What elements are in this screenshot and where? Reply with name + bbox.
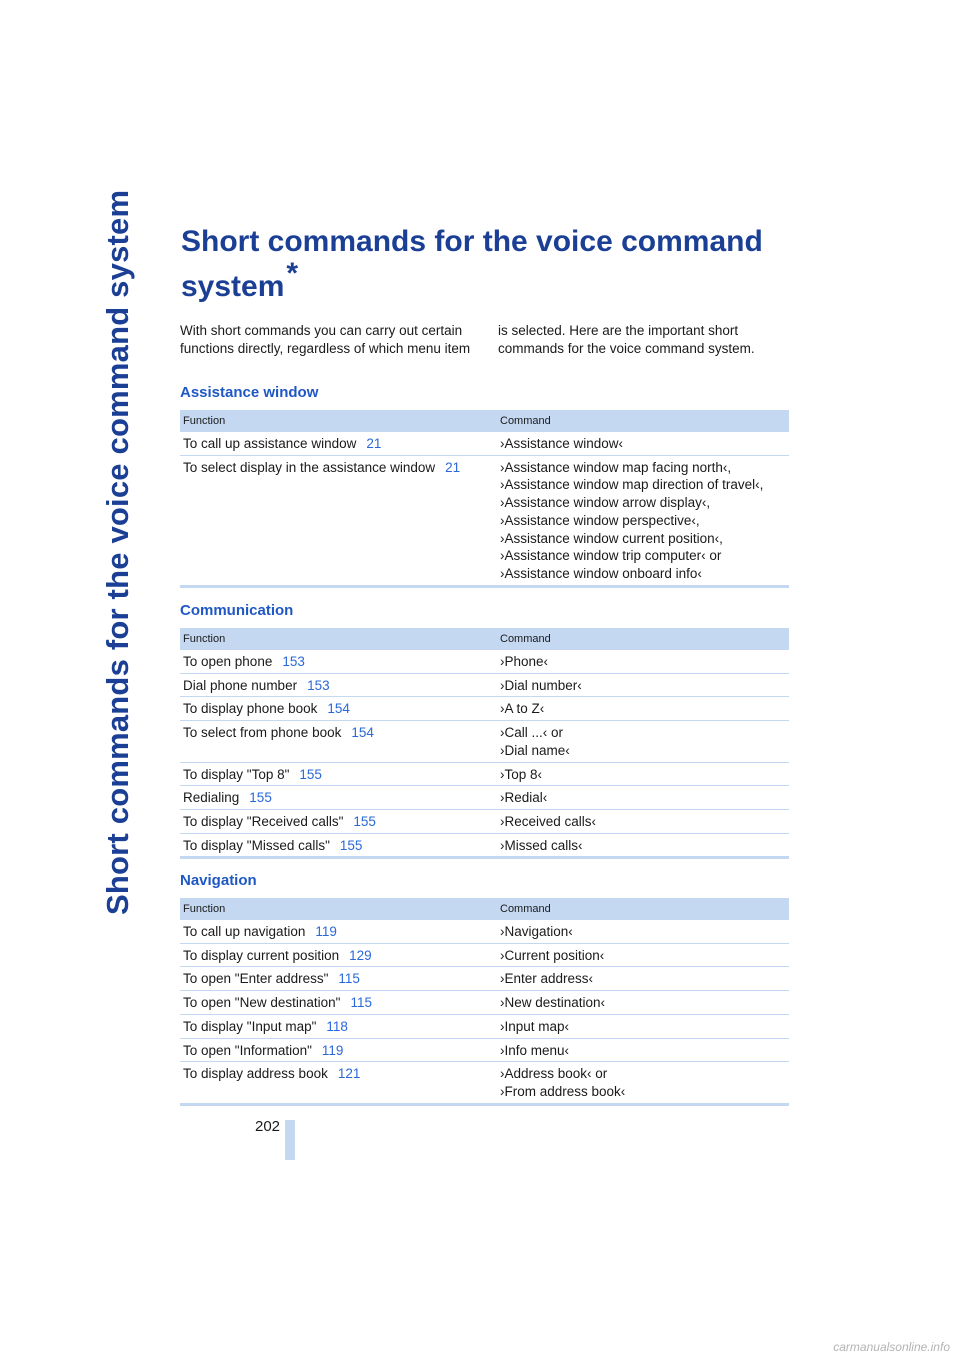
function-cell	[180, 943, 497, 967]
page-title: Short commands for the voice command system*	[181, 225, 763, 303]
function-cell	[180, 673, 497, 697]
command-cell	[497, 786, 789, 810]
function-text: To select display in the assistance window	[183, 459, 436, 475]
column-header-function: Function	[180, 898, 497, 920]
table-row	[180, 721, 789, 762]
command-cell	[497, 809, 789, 833]
page-reference-link[interactable]: 155	[353, 813, 376, 829]
command-cell	[497, 991, 789, 1015]
column-header-function: Function	[180, 628, 497, 650]
table-row	[180, 762, 789, 786]
page-reference-link[interactable]: 153	[282, 654, 305, 669]
voice-command: ›Current position‹	[500, 947, 605, 963]
function-cell	[180, 833, 497, 858]
table-row	[180, 1038, 789, 1062]
voice-command: ›Info menu‹	[500, 1042, 570, 1058]
voice-command: ›From address book‹	[500, 1083, 626, 1099]
function-cell	[180, 697, 497, 721]
command-cell	[497, 455, 789, 586]
page-reference-link[interactable]: 118	[326, 1018, 348, 1034]
voice-command: ›Received calls‹	[500, 813, 597, 829]
voice-command: ›Top 8‹	[500, 766, 543, 782]
section-heading: Communication	[180, 602, 294, 619]
column-header-command: Command	[497, 410, 789, 432]
page-reference-link[interactable]: 115	[350, 995, 372, 1011]
table-row	[180, 1062, 789, 1104]
function-cell	[180, 1038, 497, 1062]
page-reference-link[interactable]: 115	[338, 971, 360, 987]
voice-command: ›Assistance window onboard info‹	[500, 565, 702, 581]
voice-command: ›Missed calls‹	[500, 837, 583, 853]
voice-command: ›Assistance window arrow display‹,	[500, 495, 711, 511]
voice-command: ›Phone‹	[500, 654, 549, 669]
function-cell	[180, 1014, 497, 1038]
voice-command: ›Assistance window current position‹,	[500, 530, 723, 546]
command-cell	[497, 697, 789, 721]
function-text: To open "New destination"	[183, 995, 341, 1011]
table-row	[180, 432, 789, 455]
function-text: Dial phone number	[183, 677, 298, 693]
function-text: To open "Enter address"	[183, 971, 329, 987]
section-heading: Navigation	[180, 872, 257, 889]
optional-equipment-star: *	[286, 257, 299, 290]
function-text: To display "Input map"	[183, 1018, 317, 1034]
command-cell	[497, 943, 789, 967]
page-reference-link[interactable]: 155	[249, 790, 272, 806]
command-cell	[497, 920, 789, 943]
function-text: To open "Information"	[183, 1042, 312, 1058]
function-cell	[180, 455, 497, 586]
voice-command: ›Call ...‹ or	[500, 725, 564, 741]
section-assistance-window	[180, 384, 789, 588]
table-row	[180, 786, 789, 810]
page-reference-link[interactable]: 21	[445, 459, 461, 475]
function-cell	[180, 920, 497, 943]
intro-paragraph: With short commands you can carry out certain functions directly, regardless of which menu item is selected. Here are the important short commands for the voice command system.	[180, 323, 755, 356]
command-cell	[497, 721, 789, 762]
table-row	[180, 833, 789, 858]
command-cell	[497, 1062, 789, 1104]
voice-command: ›Address book‹ or	[500, 1066, 608, 1082]
table-header-row	[180, 628, 789, 650]
command-cell	[497, 967, 789, 991]
voice-command: ›A to Z‹	[500, 701, 545, 717]
page-number: 202	[255, 1118, 281, 1135]
voice-command: ›Input map‹	[500, 1018, 570, 1034]
table-row	[180, 991, 789, 1015]
page-reference-link[interactable]: 155	[339, 837, 363, 853]
page-reference-link[interactable]: 21	[366, 436, 382, 451]
voice-command: ›Assistance window perspective‹,	[500, 512, 700, 528]
command-cell	[497, 432, 789, 455]
table-row	[180, 650, 789, 673]
voice-command: ›Enter address‹	[500, 971, 594, 987]
voice-command: ›Assistance window map direction of travel‹,	[500, 477, 764, 493]
function-cell	[180, 1062, 497, 1104]
function-cell	[180, 967, 497, 991]
side-title: Short commands for the voice command system	[100, 189, 135, 915]
page-reference-link[interactable]: 154	[351, 725, 374, 741]
table-row	[180, 673, 789, 697]
page-reference-link[interactable]: 153	[307, 677, 330, 693]
watermark: carmanualsonline.info	[833, 1340, 950, 1354]
table-row	[180, 943, 789, 967]
section-navigation	[180, 872, 789, 1106]
column-header-command: Command	[497, 628, 789, 650]
voice-command: ›Assistance window‹	[500, 436, 624, 451]
command-cell	[497, 1014, 789, 1038]
function-text: To call up assistance window	[183, 436, 357, 451]
voice-command: ›Dial number‹	[500, 677, 582, 693]
function-cell	[180, 809, 497, 833]
function-text: To display current position	[183, 947, 340, 963]
page-reference-link[interactable]: 154	[327, 701, 350, 717]
command-cell	[497, 650, 789, 673]
function-cell	[180, 432, 497, 455]
function-text: To display "Received calls"	[183, 813, 344, 829]
function-text: To select from phone book	[183, 725, 342, 741]
command-cell	[497, 762, 789, 786]
command-cell	[497, 833, 789, 858]
table-row	[180, 1014, 789, 1038]
page-marker-bar	[285, 1120, 295, 1160]
function-cell	[180, 721, 497, 762]
function-text: To display "Top 8"	[183, 766, 290, 782]
table-row	[180, 967, 789, 991]
voice-command: ›Assistance window map facing north‹,	[500, 459, 732, 475]
column-header-command: Command	[497, 898, 789, 920]
voice-command: ›Assistance window trip computer‹ or	[500, 548, 722, 564]
command-cell	[497, 1038, 789, 1062]
function-cell	[180, 762, 497, 786]
function-text: Redialing	[183, 790, 240, 806]
command-table	[180, 628, 789, 859]
section-communication	[180, 602, 789, 859]
command-table	[180, 898, 789, 1106]
page-reference-link[interactable]: 119	[315, 924, 337, 939]
page-reference-link[interactable]: 121	[337, 1066, 361, 1082]
function-text: To display address book	[183, 1066, 328, 1082]
voice-command: ›Dial name‹	[500, 742, 570, 758]
function-cell	[180, 650, 497, 673]
function-text: To open phone	[183, 654, 273, 669]
table-header-row	[180, 410, 789, 432]
command-table	[180, 410, 789, 588]
voice-command: ›Navigation‹	[500, 924, 573, 939]
table-row	[180, 697, 789, 721]
function-cell	[180, 786, 497, 810]
function-cell	[180, 991, 497, 1015]
command-cell	[497, 673, 789, 697]
function-text: To display "Missed calls"	[183, 837, 330, 853]
table-row	[180, 809, 789, 833]
function-text: To display phone book	[183, 701, 318, 717]
page-reference-link[interactable]: 129	[349, 947, 372, 963]
column-header-function: Function	[180, 410, 497, 432]
voice-command: ›Redial‹	[500, 790, 548, 806]
voice-command: ›New destination‹	[500, 995, 606, 1011]
page-reference-link[interactable]: 119	[321, 1042, 344, 1058]
table-row	[180, 920, 789, 943]
table-header-row	[180, 898, 789, 920]
function-text: To call up navigation	[183, 924, 306, 939]
section-heading: Assistance window	[180, 384, 319, 401]
table-row	[180, 455, 789, 586]
page-reference-link[interactable]: 155	[299, 766, 322, 782]
